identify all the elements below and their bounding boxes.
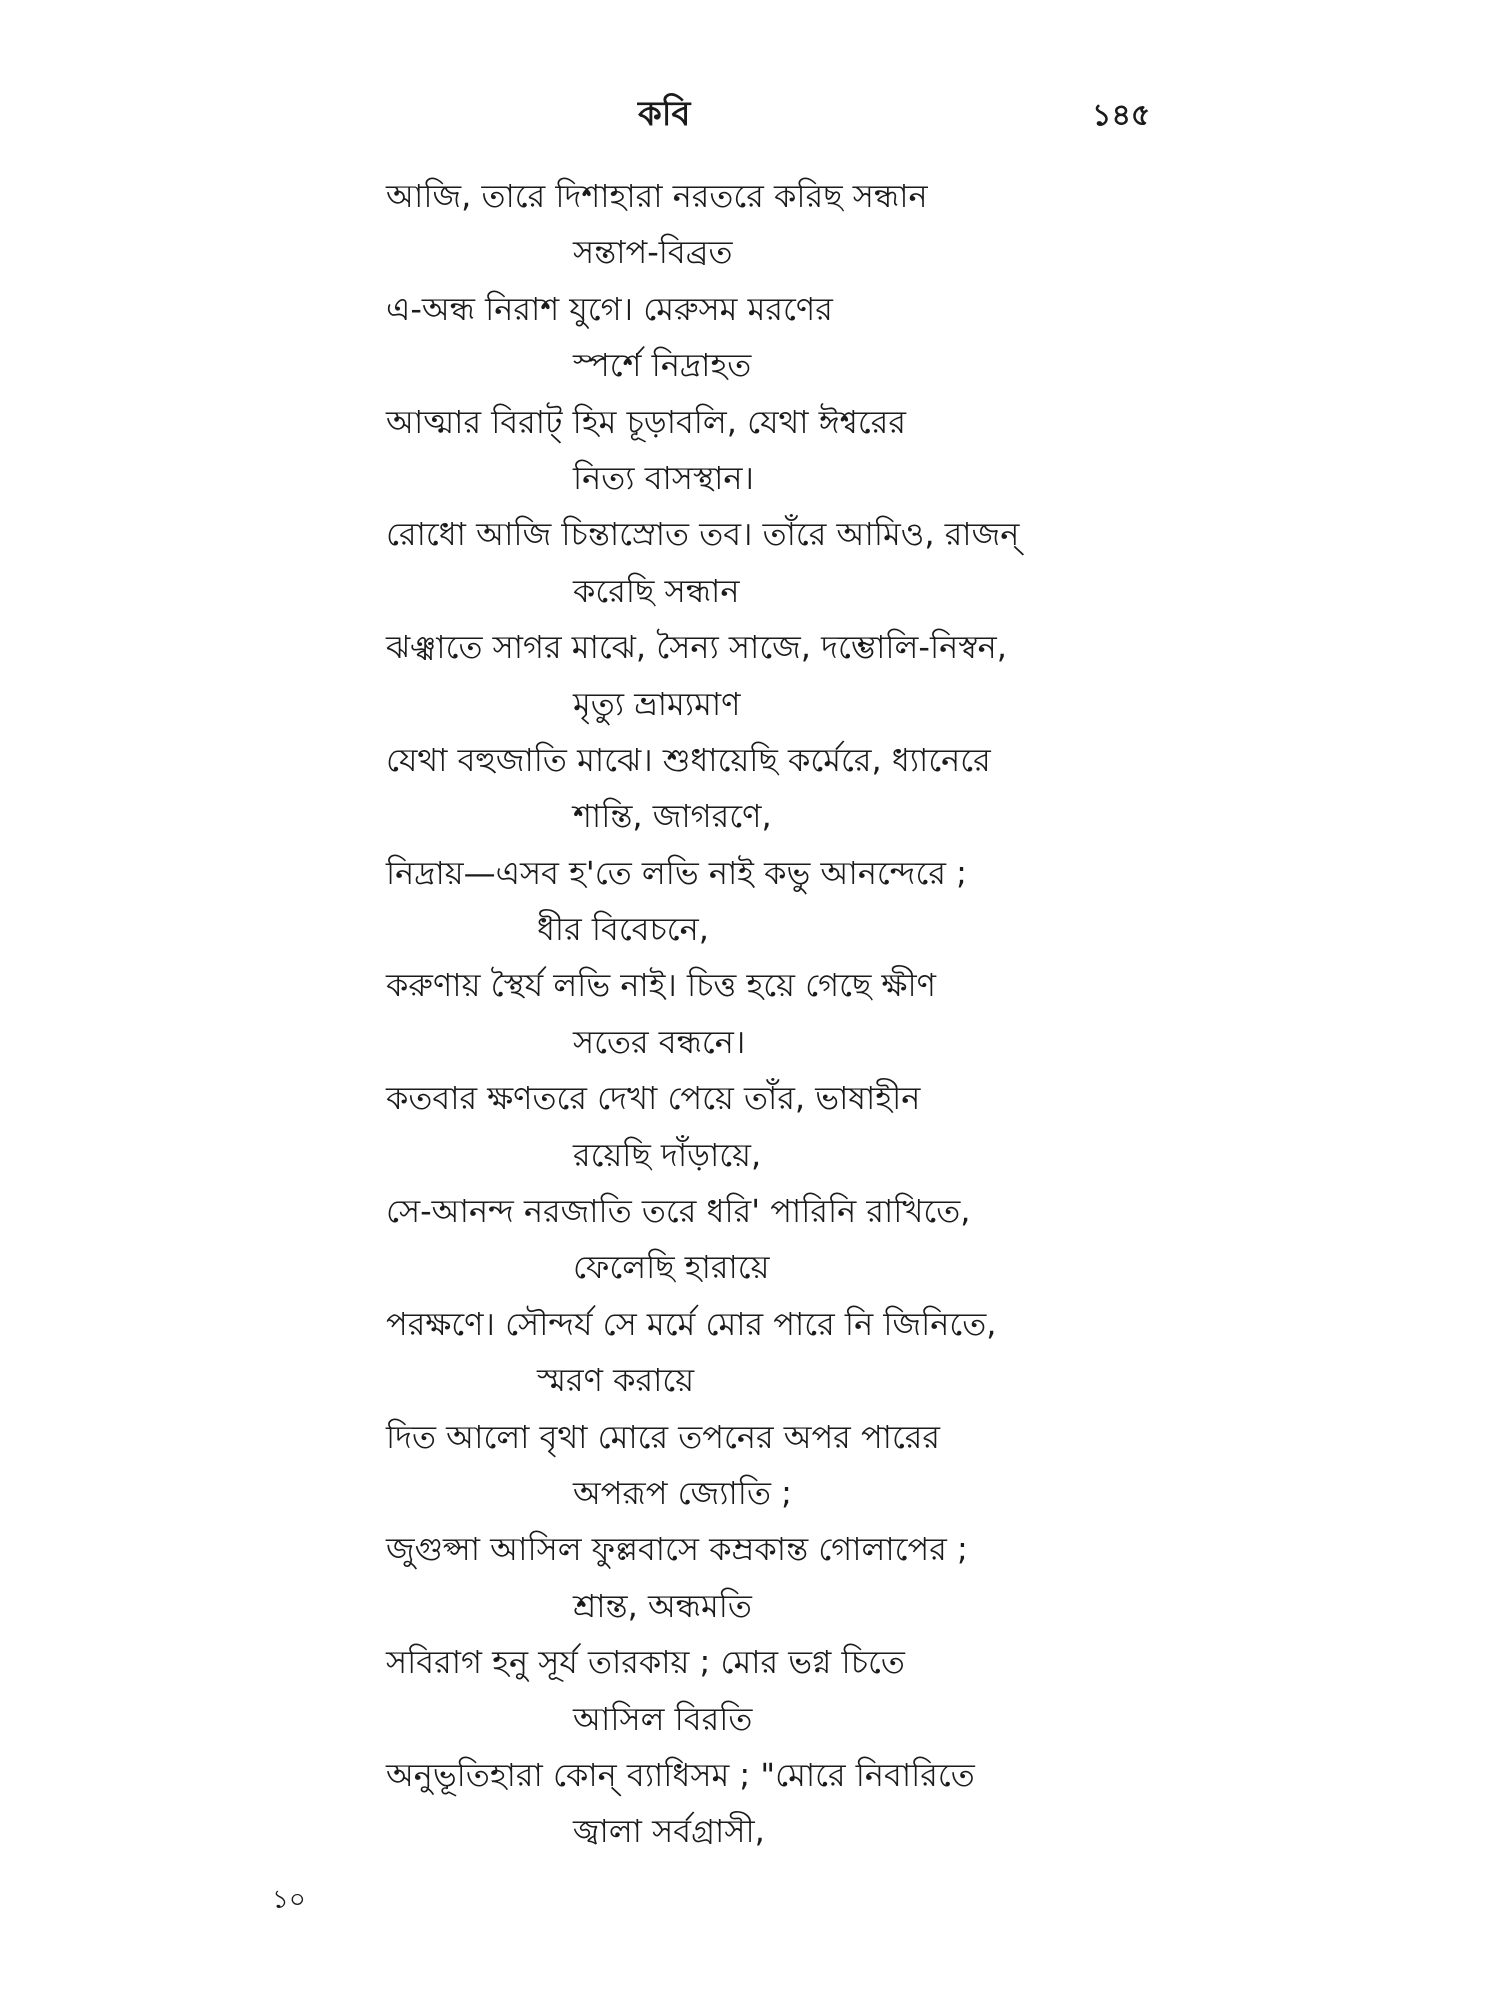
verse-line: সে-আনন্দ নরজাতি তরে ধরি' পারিনি রাখিতে, bbox=[386, 1192, 971, 1231]
verse-line: এ-অন্ধ নিরাশ যুগে। মেরুসম মরণের bbox=[386, 289, 833, 328]
verse-line: পরক্ষণে। সৌন্দর্য সে মর্মে মোর পারে নি জিনিতে, bbox=[386, 1304, 997, 1343]
verse-line-indented: স্মরণ করায়ে bbox=[537, 1361, 695, 1400]
verse-line-indented: শান্তি, জাগরণে, bbox=[573, 797, 772, 836]
verse-line-indented: সতের বন্ধনে। bbox=[573, 1022, 746, 1061]
verse-line-indented: আসিল বিরতি bbox=[573, 1699, 753, 1738]
poem-verse bbox=[0, 168, 1500, 1860]
verse-line-indented: সন্তাপ-বিব্রত bbox=[573, 233, 733, 272]
verse-line: ঝঞ্ঝাতে সাগর মাঝে, সৈন্য সাজে, দম্ভোলি-নিস্বন, bbox=[386, 628, 1007, 667]
verse-line: দিত আলো বৃথা মোরে তপনের অপর পারের bbox=[386, 1417, 941, 1456]
verse-line: অনুভূতিহারা কোন্‌ ব্যাধিসম ; "মোরে নিবারিতে bbox=[386, 1755, 975, 1794]
verse-line: রোধো আজি চিন্তাস্রোত তব। তাঁরে আমিও, রাজন্‌ bbox=[386, 515, 1020, 554]
verse-line: যেথা বহুজাতি মাঝে। শুধায়েছি কর্মেরে, ধ্যানেরে bbox=[386, 740, 991, 779]
verse-line-indented: মৃত্যু ভ্রাম্যমাণ bbox=[573, 684, 741, 723]
printer-signature-mark: ১০ bbox=[272, 1885, 306, 1915]
verse-line-indented: জ্বালা সর্বগ্রাসী, bbox=[573, 1812, 765, 1851]
verse-line-indented: স্পর্শে নিদ্রাহত bbox=[573, 346, 752, 385]
page-number: ১৪৫ bbox=[1092, 98, 1151, 133]
verse-line-indented: ফেলেছি হারায়ে bbox=[573, 1248, 770, 1287]
verse-line: আজি, তারে দিশাহারা নরতরে করিছ সন্ধান bbox=[386, 177, 928, 215]
verse-line: সবিরাগ হনু সূর্য তারকায় ; মোর ভগ্ন চিতে bbox=[386, 1643, 905, 1682]
verse-line-indented: করেছি সন্ধান bbox=[573, 571, 740, 610]
verse-line-indented: শ্রান্ত, অন্ধমতি bbox=[573, 1586, 752, 1625]
running-header-title: কবি bbox=[638, 94, 691, 134]
verse-line: কতবার ক্ষণতরে দেখা পেয়ে তাঁর, ভাষাহীন bbox=[386, 1079, 921, 1118]
verse-line-indented: অপরূপ জ্যোতি ; bbox=[573, 1473, 792, 1512]
verse-line: জুগুপ্সা আসিল ফুল্লবাসে কম্রকান্ত গোলাপের ; bbox=[386, 1530, 968, 1569]
verse-line-indented: ধীর বিবেচনে, bbox=[537, 910, 709, 949]
verse-line: নিদ্রায়—এসব হ'তে লভি নাই কভু আনন্দেরে ; bbox=[386, 853, 967, 892]
verse-line-indented: নিত্য বাসস্থান। bbox=[573, 458, 754, 497]
verse-line: আত্মার বিরাট্‌ হিম চূড়াবলি, যেথা ঈশ্বরের bbox=[386, 402, 906, 441]
verse-line-indented: রয়েছি দাঁড়ায়ে, bbox=[573, 1135, 762, 1174]
verse-line: করুণায় স্থৈর্য লভি নাই। চিত্ত হয়ে গেছে ক্ষীণ bbox=[386, 966, 936, 1005]
